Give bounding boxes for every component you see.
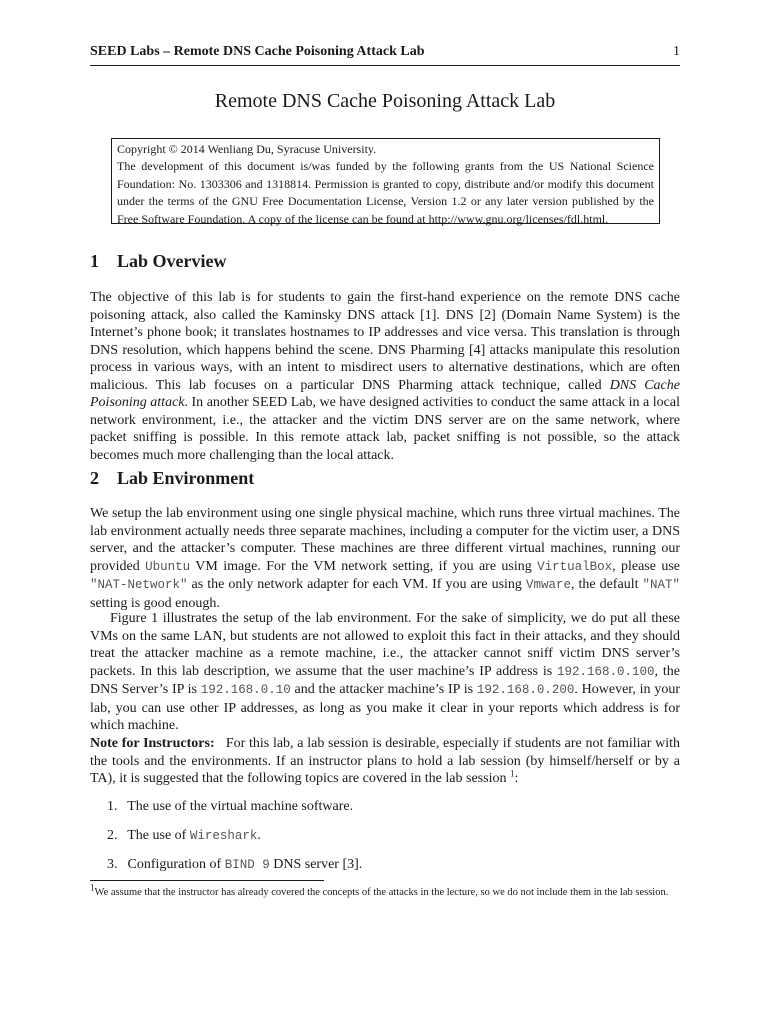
header-title: SEED Labs – Remote DNS Cache Poisoning Attack Lab <box>90 44 425 59</box>
code-vmware: Vmware <box>525 578 571 592</box>
code-dns-server-ip: 192.168.0.10 <box>200 683 291 697</box>
section-1-paragraph: The objective of this lab is for students to gain the first-hand experience on the remote DNS cache poisoning attack, also called the Kaminsky DNS attack [1]. DNS [2] (Domain Name System) is the Internet’s phone book; it translates hostnames to IP addresses and vice versa. This translation is through DNS resolution, which happens behind the scene. DNS Pharming [4] attacks manipulate this resolution process in various ways, with an intent to misdirect users to alternative destinations, which are often malicious. This lab focuses on a particular DNS Pharming attack technique, called DNS Cache Poisoning attack. In another SEED Lab, we have designed activities to conduct the same attack in a local network environment, i.e., the attacker and the victim DNS server are on the same network, where packet sniffing is possible. In this remote attack lab, packet sniffing is not possible, so the attack becomes much more challenging than the local attack. <box>90 290 680 463</box>
code-attacker-ip: 192.168.0.200 <box>476 683 575 697</box>
section-1-heading <box>90 251 227 272</box>
page-number: 1 <box>673 44 680 59</box>
section-2-paragraph-2: Figure 1 illustrates the setup of the lab environment. For the sake of simplicity, we do put all these VMs on the same LAN, but students are not allowed to exploit this fact in their attacks, and they should treat the attacker machine as a remote machine, i.e., the attacker cannot sniff victim DNS server’s packets. In this lab description, we assume that the user machine’s IP address is 192.168.0.100, the DNS Server’s IP is 192.168.0.10 and the attacker machine’s IP is 192.168.0.200. However, in your lab, you can use other IP addresses, as long as you make it clear in your reports which address is for which machine. <box>90 611 680 733</box>
code-bind9: BIND 9 <box>224 858 270 872</box>
footnote-mark: 1 <box>90 882 95 893</box>
section-2-heading <box>90 468 254 489</box>
list-item: 1. The use of the virtual machine software. <box>107 799 354 814</box>
instructors-label: Note for Instructors: <box>90 736 215 751</box>
list-item: 3. Configuration of BIND 9 DNS server [3]. <box>107 857 363 872</box>
code-virtualbox: VirtualBox <box>537 559 613 574</box>
section-1-number: 1 <box>90 251 99 271</box>
list-item: 2. The use of Wireshark. <box>107 828 261 843</box>
running-header <box>90 44 680 64</box>
section-2-number: 2 <box>90 468 99 488</box>
section-2-title: Lab Environment <box>117 468 255 488</box>
instructors-note: Note for Instructors: For this lab, a lab session is desirable, especially if students are not familiar with the tools and the environments. If an instructor plans to hold a lab session (by himself/herself or by a TA), it is suggested that the following topics are covered in the lab session $^1$: <box>90 736 681 786</box>
copyright-box <box>111 138 660 224</box>
copyright-line: Copyright © 2014 Wenliang Du, Syracuse University. <box>117 142 377 156</box>
footnote-ref: 1 <box>509 768 515 779</box>
code-wireshark: Wireshark <box>189 829 258 843</box>
header-rule <box>90 65 680 66</box>
footnote-rule <box>90 880 324 881</box>
emphasis-dns-cache-poisoning: DNS Cache Poisoning attack <box>90 377 680 410</box>
code-user-ip: 192.168.0.100 <box>557 664 655 679</box>
footnote: $^1$We assume that the instructor has already covered the concepts of the attacks in the lecture, so we do not include them in the lab session. <box>90 882 669 898</box>
section-2-paragraph-1: We setup the lab environment using one single physical machine, which runs three virtual machines. The lab environment actually needs three separate machines, including a computer for the victim user, a DNS server, and the attacker’s computer. These machines are three different virtual machines, running our provided Ubuntu VM image. For the VM network setting, if you are using VirtualBox, please use "NAT-Network" as the only network adapter for each VM. If you are using Vmware, the default "NAT" setting is good enough. <box>90 506 680 611</box>
code-ubuntu: Ubuntu <box>145 559 191 574</box>
code-nat: "NAT" <box>642 578 680 592</box>
section-1-title: Lab Overview <box>117 251 227 271</box>
document-title: Remote DNS Cache Poisoning Attack Lab <box>214 90 556 112</box>
code-nat-network: "NAT-Network" <box>90 578 188 592</box>
copyright-body: The development of this document is/was funded by the following grants from the US National Science Foundation: No. 1303306 and 1318814. Permission is granted to copy, distribute and/or modify this document under the terms of the GNU Free Documentation License, Version 1.2 or any later version published by the Free Software Foundation. A copy of the license can be found at http://www.gnu.org/licenses/fdl.html. <box>117 159 654 226</box>
